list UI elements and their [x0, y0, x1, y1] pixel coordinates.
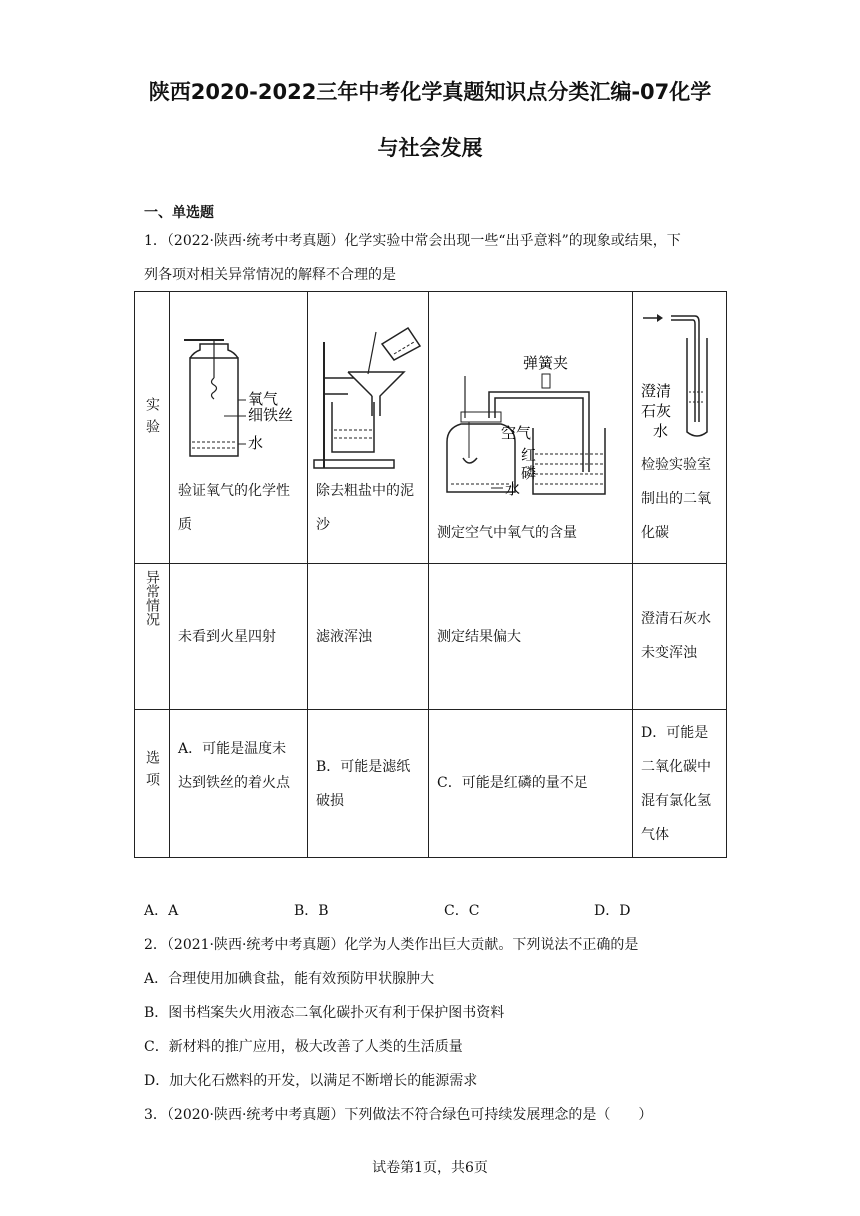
- iron-wire-oxygen-diagram: [170, 292, 307, 472]
- option-cell-c: C．可能是红磷的量不足: [429, 710, 633, 858]
- option-cell-b: B．可能是滤纸破损: [308, 710, 429, 858]
- page-footer: 试卷第1页，共6页: [372, 1160, 488, 1176]
- label-spring-clip: 弹簧夹: [523, 354, 569, 372]
- choice-a[interactable]: A．A: [144, 903, 179, 919]
- label-lime: 石灰: [641, 402, 672, 420]
- air-oxygen-content-diagram: [429, 292, 632, 504]
- question-1-stem-line-2: 列各项对相关异常情况的解释不合理的是: [144, 267, 396, 283]
- section-heading: 一、单选题: [144, 205, 214, 221]
- experiment-caption-1: 验证氧气的化学性质: [178, 483, 290, 533]
- label-iron-wire: 细铁丝: [248, 406, 294, 424]
- choice-c[interactable]: C．C: [444, 903, 480, 919]
- option-cell-d: D．可能是二氧化碳中混有氯化氢气体: [633, 710, 727, 858]
- title-line-2: 与社会发展: [377, 136, 483, 160]
- question-1-stem: [144, 224, 724, 292]
- choice-d[interactable]: D．D: [594, 903, 631, 919]
- anomaly-2: 滤液浑浊: [308, 564, 429, 710]
- q2-option-a[interactable]: A．合理使用加碘食盐，能有效预防甲状腺肿大: [144, 971, 435, 987]
- document-title: [60, 64, 800, 176]
- question-2-stem: 2．（2021·陕西·统考中考真题）化学为人类作出巨大贡献。下列说法不正确的是: [144, 937, 639, 953]
- title-line-1: 陕西2020-2022三年中考化学真题知识点分类汇编-07化学: [148, 80, 712, 104]
- q2-option-d[interactable]: D．加大化石燃料的开发，以满足不断增长的能源需求: [144, 1073, 478, 1089]
- q2-option-c[interactable]: C．新材料的推广应用，极大改善了人类的生活质量: [144, 1039, 463, 1055]
- label-air: 空气: [501, 424, 532, 442]
- anomaly-3: 测定结果偏大: [429, 564, 633, 710]
- experiment-table: [134, 291, 727, 858]
- label-clear: 澄清: [641, 382, 672, 400]
- question-1-stem-line-1: 1．（2022·陕西·统考中考真题）化学实验中常会出现一些“出乎意料”的现象或结果，下: [144, 233, 681, 249]
- experiment-caption-4: 检验实验室制出的二氧化碳: [641, 457, 711, 541]
- row-head-anomaly: 异常情况: [135, 564, 170, 710]
- label-water-4: 水: [653, 422, 669, 440]
- experiment-cell-2: [308, 292, 429, 564]
- q2-option-b[interactable]: B．图书档案失火用液态二氧化碳扑灭有利于保护图书资料: [144, 1005, 505, 1021]
- filtration-diagram: [308, 292, 428, 472]
- experiment-caption-2: 除去粗盐中的泥沙: [316, 483, 414, 533]
- label-phosphorus: 磷: [521, 464, 537, 482]
- anomaly-1: 未看到火星四射: [170, 564, 308, 710]
- co2-test-diagram: [633, 292, 726, 444]
- label-oxygen: 氧气: [248, 390, 279, 408]
- experiment-cell-3: [429, 292, 633, 564]
- row-head-experiment: 实验: [135, 292, 170, 564]
- label-red: 红: [521, 446, 537, 464]
- experiment-cell-1: [170, 292, 308, 564]
- label-water-3: 水: [505, 480, 521, 498]
- label-water: 水: [248, 434, 264, 452]
- experiment-caption-3: 测定空气中氧气的含量: [437, 525, 577, 541]
- option-cell-a: A．可能是温度未达到铁丝的着火点: [170, 710, 308, 858]
- anomaly-4: 澄清石灰水未变浑浊: [633, 564, 727, 710]
- choice-b[interactable]: B．B: [294, 903, 329, 919]
- question-3-stem: 3．（2020·陕西·统考中考真题）下列做法不符合绿色可持续发展理念的是（ ）: [144, 1107, 653, 1123]
- experiment-cell-4: [633, 292, 727, 564]
- row-head-option: 选项: [135, 710, 170, 858]
